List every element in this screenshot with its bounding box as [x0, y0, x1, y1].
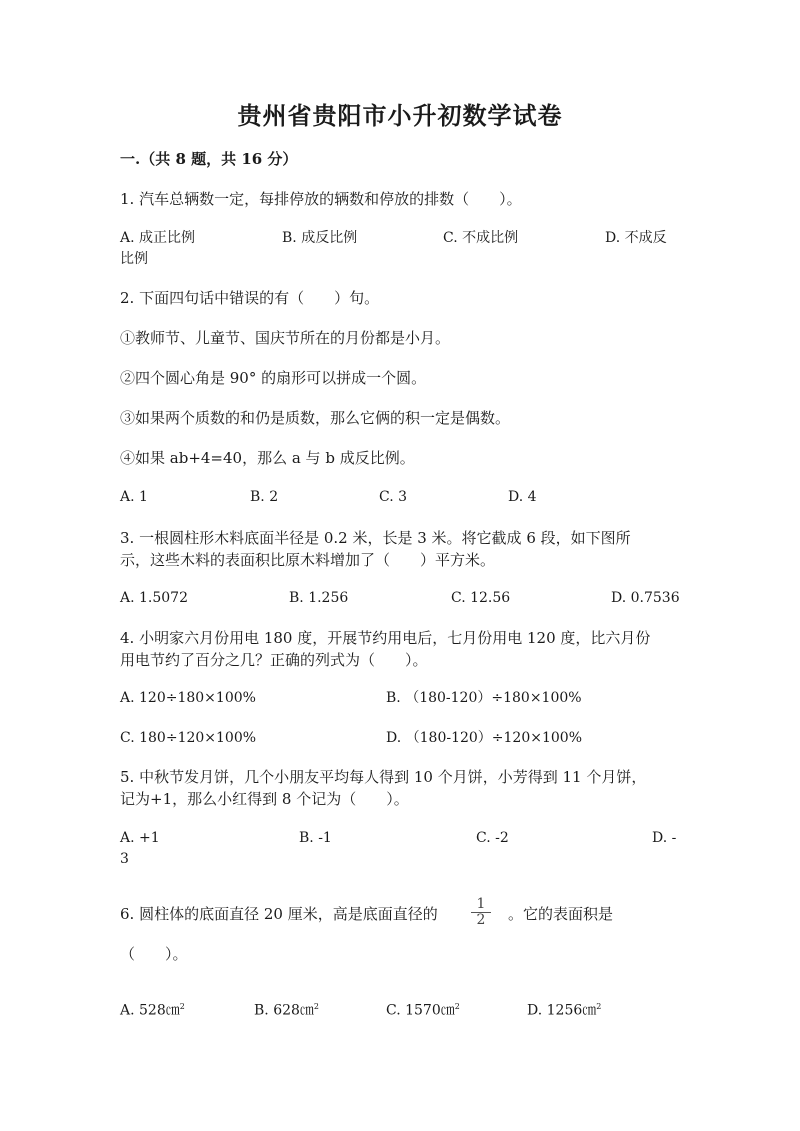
q6-option-d-text: D. 1256㎝: [527, 1002, 597, 1019]
q1-option-d-wrap: 比例: [120, 251, 148, 267]
section-heading: 一.（共 8 题，共 16 分）: [120, 150, 298, 168]
q6-option-b-text: B. 628㎝: [254, 1002, 314, 1019]
question-2-text: 2. 下面四句话中错误的有（ ）句。: [120, 289, 380, 307]
q4-option-b: B. （180-120）÷180×100%: [386, 690, 582, 706]
question-6-part-1: 6. 圆柱体的底面直径 20 厘米，高是底面直径的: [120, 905, 438, 923]
q6-option-c-text: C. 1570㎝: [386, 1002, 455, 1019]
q5-option-c: C. -2: [476, 830, 509, 846]
fraction-denominator: 2: [476, 912, 486, 928]
q5-option-d: D. -: [652, 830, 677, 846]
question-6-line-2: （ ）。: [120, 945, 188, 963]
q4-option-c: C. 180÷120×100%: [120, 730, 257, 746]
question-1-text: 1. 汽车总辆数一定，每排停放的辆数和停放的排数（ ）。: [120, 190, 522, 208]
q2-statement-2: ②四个圆心角是 90° 的扇形可以拼成一个圆。: [120, 369, 427, 387]
question-5-line-1: 5. 中秋节发月饼，几个小朋友平均每人得到 10 个月饼，小芳得到 11 个月饼，: [120, 768, 647, 786]
q6-option-a-text: A. 528㎝: [120, 1002, 180, 1019]
q1-option-a: A. 成正比例: [120, 230, 196, 246]
q2-statement-3: ③如果两个质数的和仍是质数，那么它俩的积一定是偶数。: [120, 409, 511, 427]
q5-option-b: B. -1: [299, 830, 332, 846]
q2-option-c: C. 3: [379, 489, 408, 505]
q6-option-d: [527, 996, 601, 1022]
question-4-line-1: 4. 小明家六月份用电 180 度，开展节约用电后，七月份用电 120 度，比六月份: [120, 629, 651, 647]
question-3-line-2: 示，这些木料的表面积比原木料增加了（ ）平方米。: [120, 551, 496, 569]
q3-option-a: A. 1.5072: [120, 590, 188, 606]
q3-option-b: B. 1.256: [289, 590, 349, 606]
q2-option-d: D. 4: [508, 489, 537, 505]
q6-option-c: [386, 996, 460, 1022]
q6-option-b-sup: 2: [313, 1002, 320, 1011]
q6-option-b: [254, 996, 319, 1022]
fraction-one-half: [471, 897, 491, 928]
q4-option-d: D. （180-120）÷120×100%: [386, 730, 583, 746]
q6-option-a: [120, 996, 185, 1022]
q5-option-a: A. +1: [120, 830, 160, 846]
q1-option-b: B. 成反比例: [282, 230, 358, 246]
q3-option-c: C. 12.56: [451, 590, 511, 606]
q6-option-a-sup: 2: [179, 1002, 185, 1011]
q2-statement-1: ①教师节、儿童节、国庆节所在的月份都是小月。: [120, 329, 451, 347]
q2-option-b: B. 2: [250, 489, 279, 505]
question-4-line-2: 用电节约了百分之几？正确的列式为（ ）。: [120, 651, 428, 669]
exam-title: 贵州省贵阳市小升初数学试卷: [237, 101, 563, 130]
question-3-line-1: 3. 一根圆柱形木料底面半径是 0.2 米，长是 3 米。将它截成 6 段，如下图所: [120, 529, 631, 547]
q2-option-a: A. 1: [120, 489, 148, 505]
q1-option-c: C. 不成比例: [443, 230, 519, 246]
q6-option-c-sup: 2: [454, 1002, 460, 1011]
q5-option-d-wrap: 3: [120, 851, 129, 867]
q6-option-d-sup: 2: [596, 1002, 602, 1011]
question-6-part-2: 。它的表面积是: [508, 905, 614, 923]
q3-option-d: D. 0.7536: [611, 590, 680, 606]
fraction-numerator: 1: [471, 897, 491, 913]
q4-option-a: A. 120÷180×100%: [120, 690, 256, 706]
q1-option-d: D. 不成反: [605, 230, 667, 246]
q2-statement-4: ④如果 ab+4=40，那么 a 与 b 成反比例。: [120, 449, 415, 467]
question-5-line-2: 记为+1，那么小红得到 8 个记为（ ）。: [120, 790, 409, 808]
